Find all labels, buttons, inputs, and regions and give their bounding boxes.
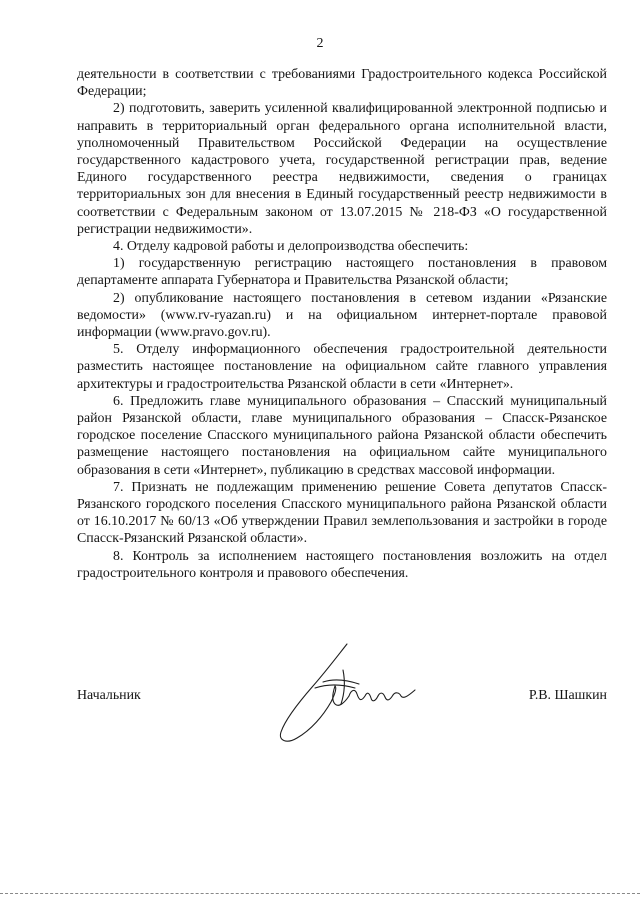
paragraph-continuation: деятельности в соответствии с требованиями Градостроительного кодекса Российской Федерации; <box>77 67 607 100</box>
paragraph-item-2-prepare: 2) подготовить, заверить усиленной квалифицированной электронной подписью и направить в территориальный орган федерального органа исполнительной власти, уполномоченный Правительством Российской Федерации на осуществление государственного кадастрового учета, государственной регистрации прав, ведение Единого государственного реестра недвижимости, сведения о границах территориальных зон для внесения в Единый государственный реестр недвижимости в соответствии с Федеральным законом от 13.07.2015 № 218-ФЗ «О государственной регистрации недвижимости». <box>77 101 607 237</box>
paragraph-item-4-2: 2) опубликование настоящего постановления в сетевом издании «Рязанские ведомости» (www.rv-ryazan.ru) и на официальном интернет-портале правовой информации (www.pravo.gov.ru). <box>77 290 607 341</box>
paragraph-item-8: 8. Контроль за исполнением настоящего постановления возложить на отдел градостроительного контроля и правового обеспечения. <box>77 548 607 581</box>
document-body <box>77 66 607 582</box>
paragraph-item-5: 5. Отделу информационного обеспечения градостроительной деятельности разместить настоящее постановление на официальном сайте главного управления архитектуры и градостроительства Рязанской области в сети «Интернет». <box>77 342 607 392</box>
page-number: 2 <box>316 36 324 51</box>
paragraph-item-4: 4. Отделу кадровой работы и делопроизводства обеспечить: <box>113 239 469 255</box>
paragraph-item-6: 6. Предложить главе муниципального образования – Спасский муниципальный район Рязанской области, главе муниципального образования – Спасск-Рязанское городское поселение Спасского муниципального района Рязанской области обеспечить размещение настоящего постановления на официальном сайте муниципального образования в сети «Интернет», публикацию в средствах массовой информации. <box>77 393 607 478</box>
handwritten-signature <box>275 640 425 750</box>
page-bottom-edge <box>0 893 640 894</box>
signatory-name: Р.В. Шашкин <box>528 688 607 703</box>
paragraph-item-4-1: 1) государственную регистрацию настоящего постановления в правовом департаменте аппарата Губернатора и Правительства Рязанской области; <box>77 256 607 289</box>
signatory-title: Начальник <box>77 688 141 703</box>
paragraph-item-7: 7. Признать не подлежащим применению решение Совета депутатов Спасск-Рязанского городского поселения Спасского муниципального района Рязанской области от 16.10.2017 № 60/13 «Об утверждении Правил землепользования и застройки в городе Спасск-Рязанский Рязанской области». <box>77 479 607 547</box>
